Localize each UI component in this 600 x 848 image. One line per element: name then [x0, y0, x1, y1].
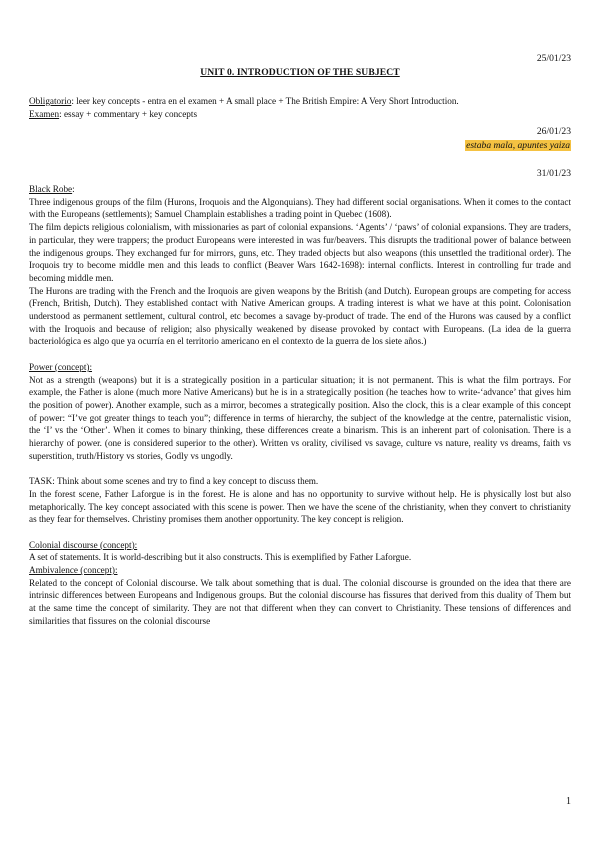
black-robe-heading: [29, 183, 571, 196]
page-number: 1: [566, 796, 571, 807]
date-3: 31/01/23: [536, 168, 571, 179]
power-paragraph: Not as a strength (weapons) but it is a strategically position in a particular situation; it is not permanent. This is what the film portrays. For example, the Father is alone (much more Native Americans) but he is in a strategically position (he teaches how to write-‘advance’ that gives him the position of power). Another example, such as a mirror, becomes a strategically position. Also the clock, this is a clear example of this concept of power: “I’ve got greater things to teach you”; difference in terms of hierarchy, the subject of the knowledge at the centre, paternalistic vision, the ‘I’ vs the ‘Other’. When it comes to binary thinking, these differences create a binarism. This is an inherent part of colonisation. There is a hierarchy of power. (one is considered superior to the other). Written vs orality, civilised vs savage, culture vs nature, reality vs dreams, faith vs superstition, truth/History vs stories, Godly vs ungodly.: [29, 374, 571, 461]
black-robe-paragraph-2: The film depicts religious colonialism, with missionaries as part of colonial expansions. ‘Agents’ / ‘paws’ of colonial expansions. They are traders, in particular, they were trappers; the product Europeans were interested in was fur/beavers. This disrupts the traditional power of balance between the indigenous groups. They exchanged fur for mirrors, guns, etc. They traded objects but also weapons (this unsettled the traditional order). The Iroquois try to become middle men and this leads to conflict (Beaver Wars 1642-1698): internal conflicts. Interest in controlling fur trade and becoming middle men.: [29, 222, 571, 283]
ambivalence-paragraph: Related to the concept of Colonial discourse. We talk about something that is dual. The colonial discourse is grounded on the idea that there are intrinsic differences between Europeans and Indigenous groups. But the colonial discourse has fissures that derived from this duality of Them but at the same time the concept of similarity. They are not that different when they can convert to Christianity. These tensions of differences and similarities that fissures on the colonial discourse: [29, 577, 571, 626]
black-robe-heading-suffix: :: [72, 184, 75, 194]
black-robe-heading-text: Black Robe: [29, 184, 73, 194]
black-robe-paragraph-3: The Hurons are trading with the French and the Iroquois are given weapons by the British (and Dutch). European groups are competing for access (French, British, Dutch). They established contact with Native American groups. A trading interest is what we have at this point. Colonisation understood as permanent settlement, cultural control, etc becomes a savage by-product of trade. The end of the Hurons was caused by a conflict with the Iroquois and because of religion; also physically weakened by disease provoked by contact with Europeans. (La idea de la guerra bacteriológica es algo que ya ocurría en el territorio americano en el contexto de la guerra de los siete años.): [29, 285, 571, 347]
note-line: [465, 140, 571, 151]
obligatorio-text: : leer key concepts - entra en el examen + A small place + The British Empire: A Very Short Introduction.: [71, 96, 459, 106]
task-paragraph: In the forest scene, Father Laforgue is in the forest. He is alone and has no opportunity to survive without help. He is physically lost but also metaphorically. The key concept associated with this scene is power. Then we have the scene of the christianity, when they convert to christianity as they fear for themselves. Christiny promises them another opportunity. The key concept is religion.: [29, 488, 571, 525]
colonial-discourse-heading: Colonial discourse (concept):: [29, 539, 138, 550]
colonial-discourse-paragraph: A set of statements. It is world-describing but it also constructs. This is exemplified by Father Laforgue.: [29, 552, 412, 563]
power-heading: Power (concept):: [29, 361, 93, 372]
task-line: TASK: Think about some scenes and try to find a key concept to discuss them.: [29, 476, 319, 487]
date-2: 26/01/23: [536, 126, 571, 137]
examen-line: [29, 108, 571, 121]
obligatorio-label: Obligatorio: [29, 96, 72, 106]
intro-block: [29, 95, 571, 120]
black-robe-paragraph-1: Three indigenous groups of the film (Hurons, Iroquois and the Algonquians). They had different social organisations. When it comes to the contact with the Europeans (settlements); Samuel Champlain establishes a trading point in Quebec (1608).: [29, 196, 571, 220]
examen-text: : essay + commentary + key concepts: [59, 108, 198, 119]
obligatorio-line: [29, 95, 571, 108]
ambivalence-heading: Ambivalence (concept):: [29, 565, 118, 576]
page-title: UNIT 0. INTRODUCTION OF THE SUBJECT: [200, 67, 400, 78]
main-content: [29, 183, 571, 628]
examen-label: Examen: [29, 108, 60, 119]
highlighted-note: estaba mala, apuntes yaiza: [466, 140, 570, 151]
date-1: 25/01/23: [536, 53, 571, 64]
